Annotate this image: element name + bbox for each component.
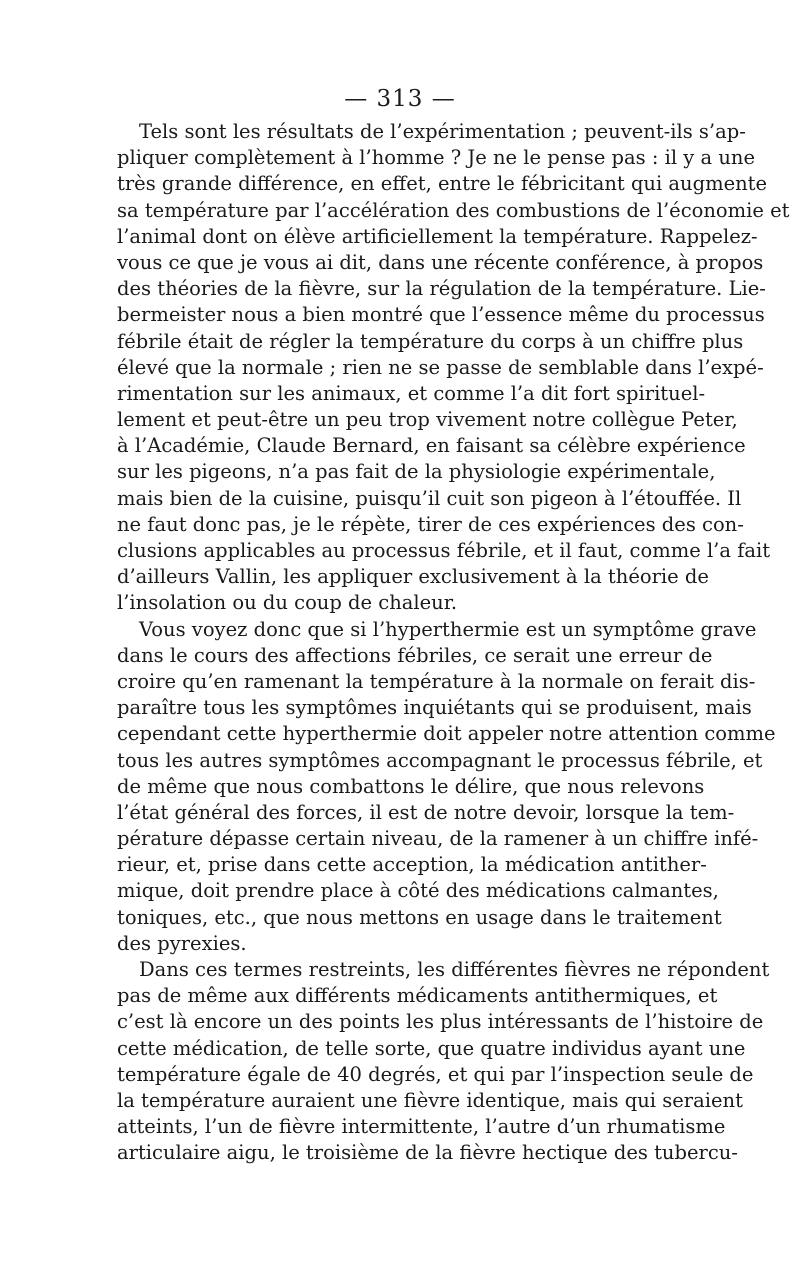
text-line: cependant cette hyperthermie doit appeler notre attention comme	[117, 722, 776, 746]
text-line: rimentation sur les animaux, et comme l’a dit fort spirituel-	[117, 381, 706, 405]
text-line: atteints, l’un de fièvre intermittente, l’autre d’un rhumatisme	[117, 1115, 726, 1139]
text-line: d’ailleurs Vallin, les appliquer exclusivement à la théorie de	[117, 565, 709, 589]
text-line: pas de même aux différents médicaments antithermiques, et	[117, 984, 718, 1008]
text-line: des pyrexies.	[117, 931, 247, 955]
text-line: clusions applicables au processus fébrile, et il faut, comme l’a fait	[117, 539, 771, 562]
text-line: mais bien de la cuisine, puisqu’il cuit son pigeon à l’étouffée. Il	[117, 486, 742, 510]
text-line: lement et peut-être un peu trop vivement notre collègue Peter,	[117, 408, 738, 432]
text-line: pliquer complètement à l’homme ? Je ne le pense pas : il y a une	[117, 146, 756, 170]
text-line: à l’Académie, Claude Bernard, en faisant sa célèbre expérience	[117, 434, 746, 458]
text-line: tous les autres symptômes accompagnant le processus fébrile, et	[117, 748, 763, 772]
text-line: température égale de 40 degrés, et qui par l’inspection seule de	[117, 1062, 754, 1086]
text-line: ne faut donc pas, je le répète, tirer de ces expériences des con-	[117, 512, 744, 536]
text-line: cette médication, de telle sorte, que quatre individus ayant une	[117, 1036, 746, 1060]
text-line: l’insolation ou du coup de chaleur.	[117, 591, 458, 615]
text-line: de même que nous combattons le délire, que nous relevons	[117, 774, 705, 798]
text-line: pérature dépasse certain niveau, de la ramener à un chiffre infé-	[117, 827, 759, 851]
text-line: mique, doit prendre place à côté des médications calmantes,	[117, 879, 719, 903]
text-line: paraître tous les symptômes inquiétants qui se produisent, mais	[117, 696, 752, 720]
paragraph	[117, 617, 776, 957]
text-line: la température auraient une fièvre identique, mais qui seraient	[117, 1088, 743, 1112]
page-number: — 313 —	[344, 86, 456, 112]
text-line: articulaire aigu, le troisième de la fièvre hectique des tubercu-	[117, 1141, 738, 1165]
text-line: sa température par l’accélération des combustions de l’économie et	[117, 198, 790, 222]
text-line: très grande différence, en effet, entre le fébricitant qui augmente	[117, 172, 768, 196]
paragraph	[117, 957, 770, 1167]
text-line: des théories de la fièvre, sur la régulation de la température. Lie-	[117, 277, 766, 301]
text-line: toniques, etc., que nous mettons en usage dans le traitement	[117, 905, 722, 929]
text-line: bermeister nous a bien montré que l’essence même du processus	[117, 303, 765, 327]
text-line: sur les pigeons, n’a pas fait de la physiologie expérimentale,	[117, 460, 716, 484]
text-line: Dans ces termes restreints, les différentes fièvres ne répondent	[139, 958, 770, 981]
text-line: l’animal dont on élève artificiellement la température. Rappelez-	[117, 224, 758, 248]
paragraph	[117, 119, 790, 617]
text-line: rieur, et, prise dans cette acception, la médication antither-	[117, 853, 707, 877]
body-text	[117, 119, 790, 1167]
text-line: Tels sont les résultats de l’expérimentation ; peuvent-ils s’ap-	[139, 120, 746, 143]
text-line: dans le cours des affections fébriles, ce serait une erreur de	[117, 643, 713, 667]
text-line: vous ce que je vous ai dit, dans une récente conférence, à propos	[117, 250, 764, 274]
text-line: l’état général des forces, il est de notre devoir, lorsque la tem-	[117, 800, 735, 824]
text-line: croire qu’en ramenant la température à la normale on ferait dis-	[117, 669, 756, 693]
text-line: c’est là encore un des points les plus intéressants de l’histoire de	[117, 1010, 764, 1034]
text-line: fébrile était de régler la température du corps à un chiffre plus	[117, 329, 744, 353]
text-line: Vous voyez donc que si l’hyperthermie est un symptôme grave	[139, 617, 757, 641]
text-line: élevé que la normale ; rien ne se passe de semblable dans l’expé-	[117, 355, 764, 379]
